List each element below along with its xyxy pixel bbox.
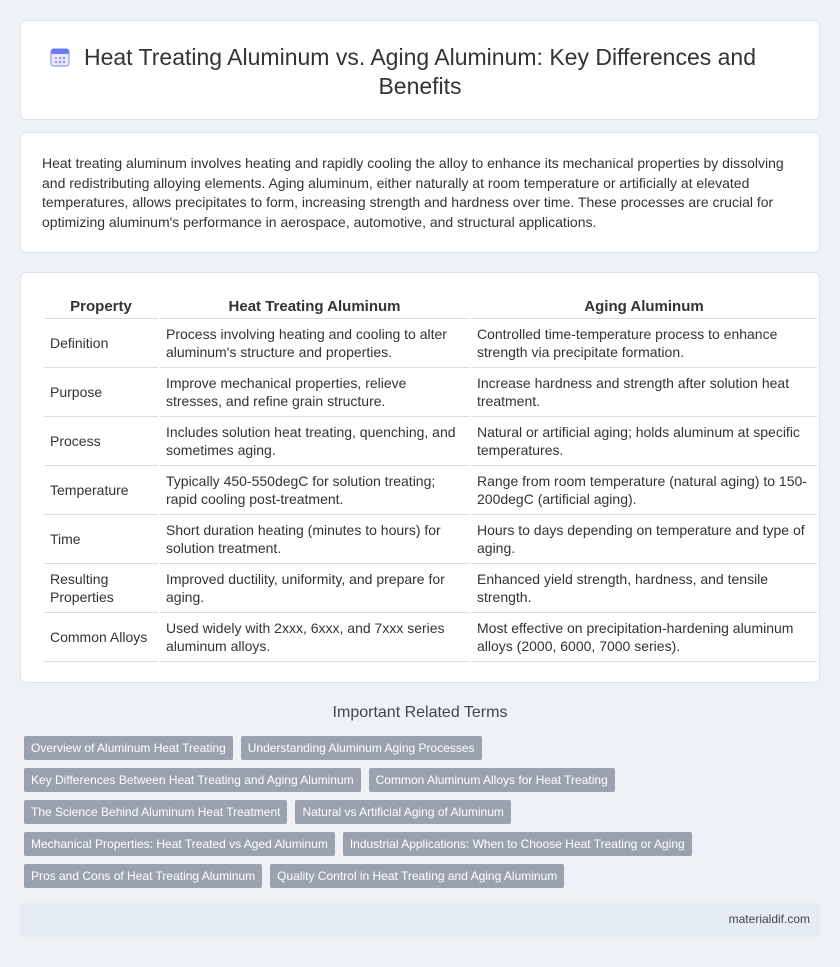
row-aging: Increase hardness and strength after solution heat treatment. — [471, 368, 817, 417]
row-property: Time — [44, 515, 158, 564]
intro-paragraph: Heat treating aluminum involves heating and rapidly cooling the alloy to enhance its mechanical properties by dissolving and redistributing alloying elements. Aging aluminum, either naturally at room temperature or artificially at elevated temperatures, allows precipitates to form, increasing strength and hardness over time. These processes are crucial for optimizing aluminum's performance in aerospace, automotive, and structural applications. — [42, 155, 784, 230]
footer-site-link[interactable]: materialdif.com — [728, 912, 810, 926]
related-term-tag[interactable]: Quality Control in Heat Treating and Aging Aluminum — [270, 864, 564, 888]
footer — [20, 903, 820, 937]
table-row — [44, 368, 817, 417]
header-heat-treating: Heat Treating Aluminum — [160, 295, 469, 319]
related-term-tag[interactable]: The Science Behind Aluminum Heat Treatment — [24, 800, 287, 824]
related-term-tag[interactable]: Mechanical Properties: Heat Treated vs Aged Aluminum — [24, 832, 335, 856]
intro-card — [20, 132, 820, 253]
row-aging: Range from room temperature (natural aging) to 150-200degC (artificial aging). — [471, 466, 817, 515]
row-heat-treating: Short duration heating (minutes to hours) for solution treatment. — [160, 515, 469, 564]
related-term-tag[interactable]: Understanding Aluminum Aging Processes — [241, 736, 482, 760]
header-aging: Aging Aluminum — [471, 295, 817, 319]
row-heat-treating: Typically 450-550degC for solution treating; rapid cooling post-treatment. — [160, 466, 469, 515]
comparison-table — [42, 295, 819, 662]
row-property: Resulting Properties — [44, 564, 158, 613]
header-property: Property — [44, 295, 158, 319]
row-heat-treating: Improved ductility, uniformity, and prepare for aging. — [160, 564, 469, 613]
row-aging: Enhanced yield strength, hardness, and tensile strength. — [471, 564, 817, 613]
related-term-tag[interactable]: Pros and Cons of Heat Treating Aluminum — [24, 864, 262, 888]
page-title: Heat Treating Aluminum vs. Aging Aluminum: Key Differences and Benefits — [83, 44, 757, 99]
related-term-tag[interactable]: Natural vs Artificial Aging of Aluminum — [295, 800, 510, 824]
related-term-tag[interactable]: Overview of Aluminum Heat Treating — [24, 736, 233, 760]
row-property: Temperature — [44, 466, 158, 515]
table-row — [44, 515, 817, 564]
row-heat-treating: Used widely with 2xxx, 6xxx, and 7xxx series aluminum alloys. — [160, 613, 469, 662]
related-terms-heading: Important Related Terms — [332, 704, 508, 721]
table-row — [44, 564, 817, 613]
row-aging: Natural or artificial aging; holds aluminum at specific temperatures. — [471, 417, 817, 466]
row-property: Process — [44, 417, 158, 466]
row-property: Common Alloys — [44, 613, 158, 662]
row-property: Purpose — [44, 368, 158, 417]
row-aging: Controlled time-temperature process to enhance strength via precipitate formation. — [471, 319, 817, 368]
row-heat-treating: Includes solution heat treating, quenching, and sometimes aging. — [160, 417, 469, 466]
title-card — [20, 20, 820, 120]
related-term-tag[interactable]: Key Differences Between Heat Treating and Aging Aluminum — [24, 768, 361, 792]
row-property: Definition — [44, 319, 158, 368]
table-row — [44, 417, 817, 466]
row-heat-treating: Process involving heating and cooling to alter aluminum's structure and properties. — [160, 319, 469, 368]
related-term-tag[interactable]: Common Aluminum Alloys for Heat Treating — [369, 768, 615, 792]
related-terms-list — [24, 736, 724, 896]
table-row — [44, 466, 817, 515]
table-header-row — [44, 295, 817, 319]
related-term-tag[interactable]: Industrial Applications: When to Choose Heat Treating or Aging — [343, 832, 692, 856]
table-row — [44, 319, 817, 368]
row-heat-treating: Improve mechanical properties, relieve stresses, and refine grain structure. — [160, 368, 469, 417]
row-aging: Most effective on precipitation-hardening aluminum alloys (2000, 6000, 7000 series). — [471, 613, 817, 662]
row-aging: Hours to days depending on temperature and type of aging. — [471, 515, 817, 564]
table-row — [44, 613, 817, 662]
comparison-card — [20, 272, 820, 683]
